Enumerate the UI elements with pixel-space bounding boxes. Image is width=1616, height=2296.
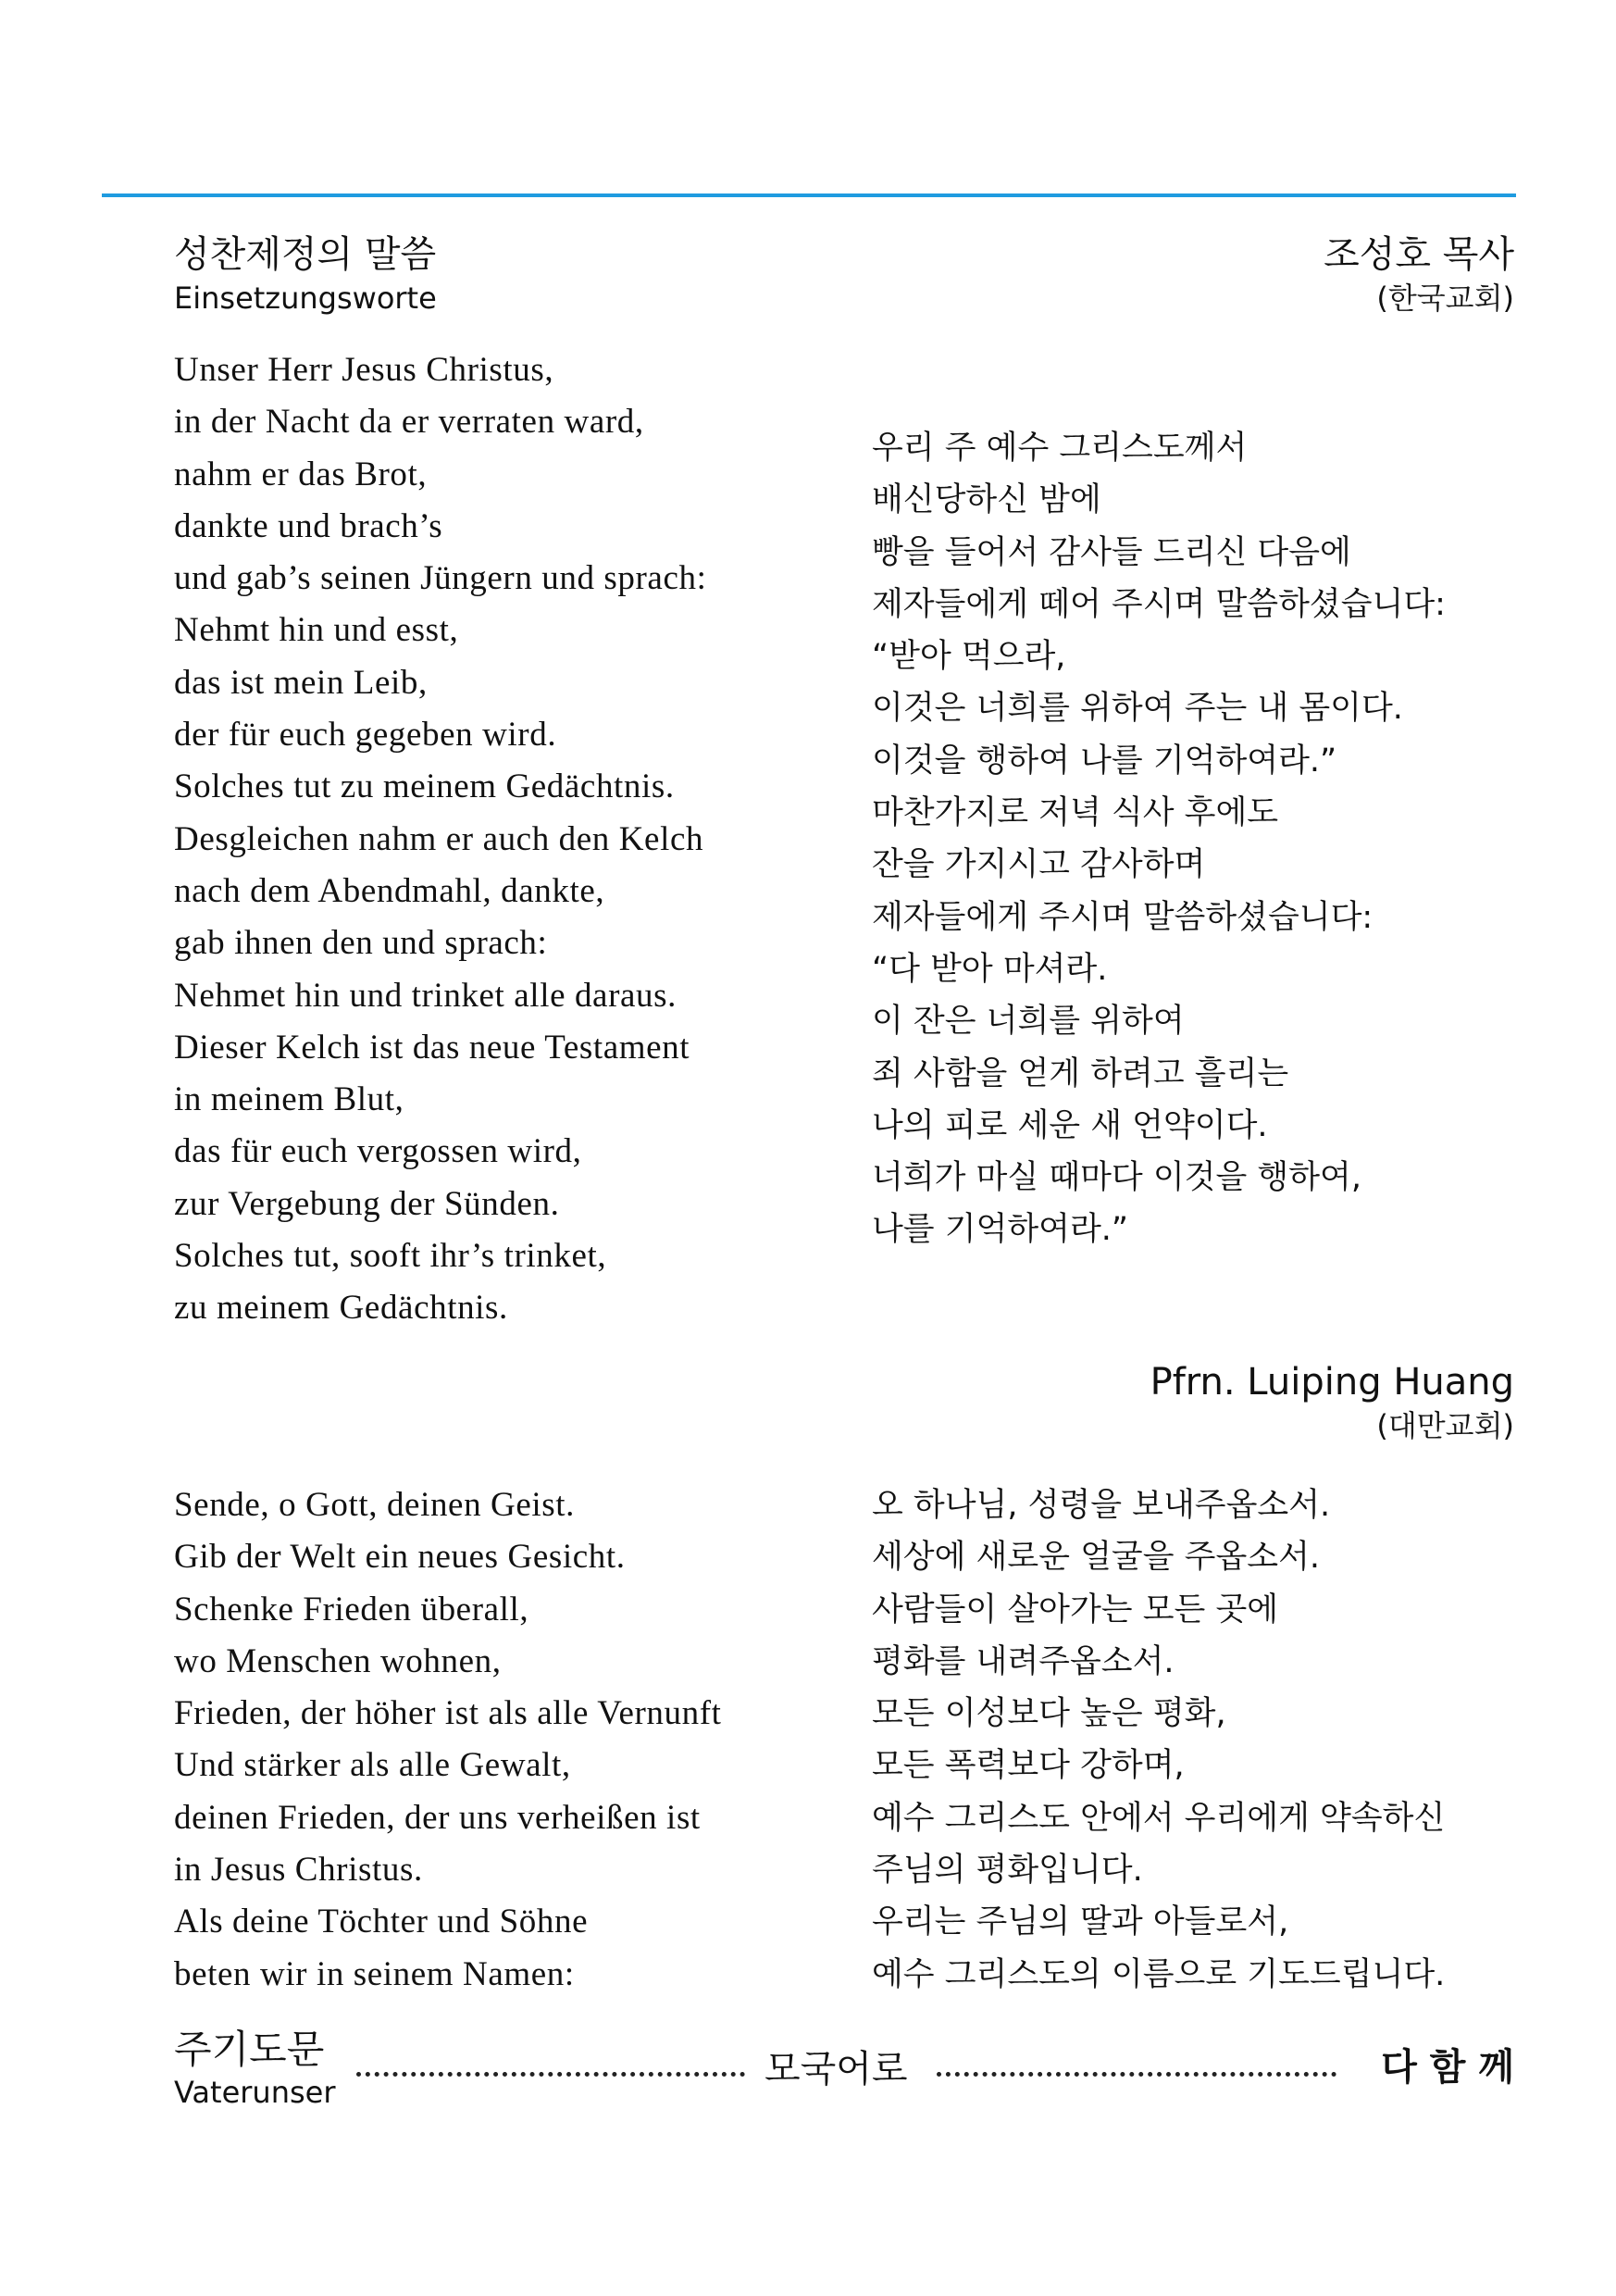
text-line: 사람들이 살아가는 모든 곳에 [872,1591,1279,1628]
text-line: Nehmt hin und esst, [174,611,459,650]
mother-tongue-label: 모국어로 [764,2048,908,2090]
text-line: in Jesus Christus. [174,1851,423,1890]
text-line: Solches tut, sooft ihr’s trinket, [174,1237,607,1276]
text-line: 오 하나님, 성령을 보내주옵소서. [872,1487,1331,1524]
text-line: 예수 그리스도의 이름으로 기도드립니다. [872,1955,1446,1993]
speaker-church: (한국교회) [1376,281,1514,316]
text-line: und gab’s seinen Jüngern und sprach: [174,559,707,598]
text-line: das ist mein Leib, [174,663,428,702]
text-line: deinen Frieden, der uns verheißen ist [174,1798,701,1837]
text-line: 모든 폭력보다 강하며, [872,1747,1185,1785]
dotted-leader-left [356,2066,745,2077]
speaker-name: 조성호 목사 [1324,233,1514,276]
text-line: nahm er das Brot, [174,455,428,493]
text-line: in der Nacht da er verraten ward, [174,403,644,442]
text-line: in meinem Blut, [174,1080,404,1119]
text-line: 잔을 가지시고 감사하며 [872,846,1206,884]
text-line: der für euch gegeben wird. [174,716,557,755]
text-line: 나를 기억하여라.” [872,1211,1129,1249]
text-line: “다 받아 마셔라. [872,950,1108,988]
text-line: Dieser Kelch ist das neue Testament [174,1028,690,1067]
text-line: gab ihnen den und sprach: [174,924,548,963]
text-line: 너희가 마실 때마다 이것을 행하여, [872,1159,1361,1197]
text-line: 제자들에게 떼어 주시며 말씀하셨습니다: [872,585,1446,623]
all-together-label: 다 함 께 [1381,2046,1514,2089]
text-line: zu meinem Gedächtnis. [174,1289,508,1328]
text-line: Unser Herr Jesus Christus, [174,351,554,389]
text-line: 우리는 주님의 딸과 아들로서, [872,1903,1289,1941]
text-line: 제자들에게 주시며 말씀하셨습니다: [872,898,1374,936]
section-title-german: Einsetzungsworte [174,281,437,316]
text-line: dankte und brach’s [174,506,443,545]
text-line: Schenke Frieden überall, [174,1590,529,1628]
text-line: Gib der Welt ein neues Gesicht. [174,1538,626,1577]
text-line: 마찬가지로 저녁 식사 후에도 [872,794,1279,832]
text-line: das für euch vergossen wird, [174,1132,582,1171]
text-line: 평화를 내려주옵소서. [872,1642,1175,1680]
text-line: Und stärker als alle Gewalt, [174,1746,571,1785]
german-prayer [174,1479,722,2001]
lords-prayer-title-german: Vaterunser [174,2075,336,2110]
text-line: Frieden, der höher ist als alle Vernunft [174,1694,722,1733]
text-line: zur Vergebung der Sünden. [174,1184,560,1223]
top-divider [102,193,1516,197]
text-line: 죄 사함을 얻게 하려고 흘리는 [872,1054,1289,1092]
text-line: Nehmet hin und trinket alle daraus. [174,976,677,1015]
korean-prayer [872,1479,1445,2001]
korean-words-of-institution [872,422,1446,1256]
text-line: 주님의 평화입니다. [872,1852,1143,1890]
text-line: Sende, o Gott, deinen Geist. [174,1486,575,1524]
text-line: 이것을 행하여 나를 기억하여라.” [872,742,1337,780]
text-line: 이것은 너희를 위하여 주는 내 몸이다. [872,690,1403,728]
text-line: 이 잔은 너희를 위하여 [872,1003,1185,1041]
text-line: Solches tut zu meinem Gedächtnis. [174,767,675,806]
text-line: 나의 피로 세운 새 언약이다. [872,1106,1268,1144]
text-line: wo Menschen wohnen, [174,1641,502,1680]
text-line: 우리 주 예수 그리스도께서 [872,430,1248,467]
text-line: 모든 이성보다 높은 평화, [872,1695,1226,1733]
text-line: “받아 먹으라, [872,638,1066,676]
section-title-korean: 성찬제정의 말씀 [174,233,437,276]
german-words-of-institution [174,344,706,1335]
text-line: Desgleichen nahm er auch den Kelch [174,819,704,858]
text-line: 배신당하신 밤에 [872,481,1101,519]
text-line: 세상에 새로운 얼굴을 주옵소서. [872,1539,1321,1577]
speaker-church-2: (대만교회) [1376,1408,1514,1443]
lords-prayer-title-korean: 주기도문 [174,2027,325,2072]
text-line: beten wir in seinem Namen: [174,1954,575,1993]
dotted-leader-right [937,2066,1336,2077]
text-line: nach dem Abendmahl, dankte, [174,871,605,910]
text-line: Als deine Töchter und Söhne [174,1903,589,1941]
text-line: 빵을 들어서 감사들 드리신 다음에 [872,533,1351,571]
speaker-name-2: Pfrn. Luiping Huang [1150,1361,1514,1404]
text-line: 예수 그리스도 안에서 우리에게 약속하신 [872,1799,1446,1837]
